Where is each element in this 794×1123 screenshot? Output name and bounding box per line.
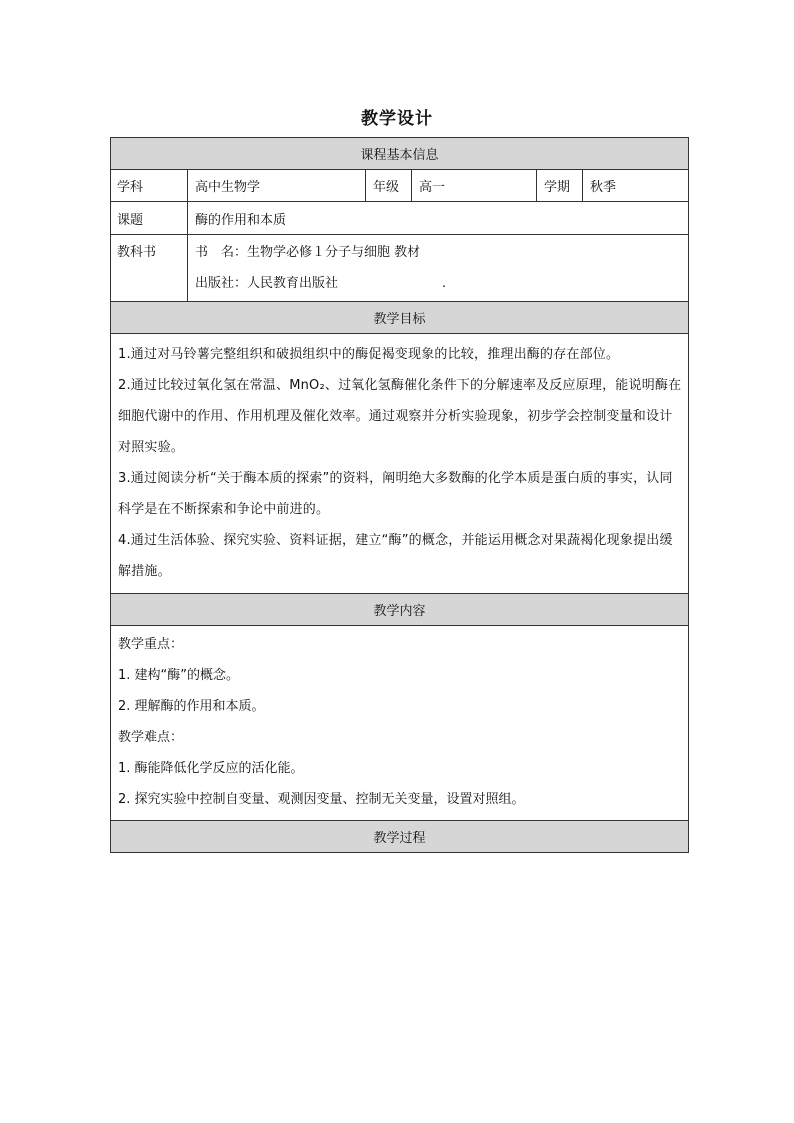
publisher-value: 人民教育出版社 (247, 276, 339, 291)
subject-label: 学科 (111, 170, 188, 202)
term-value: 秋季 (583, 170, 689, 202)
textbook-row (111, 235, 689, 302)
objective-item-1: 1.通过对马铃薯完整组织和破损组织中的酶促褐变现象的比较，推理出酶的存在部位。 (118, 347, 620, 362)
topic-row (111, 202, 689, 235)
process-header: 教学过程 (111, 821, 689, 853)
content-header-row (111, 594, 689, 626)
document-title: 教学设计 (361, 109, 433, 129)
topic-label: 课题 (111, 202, 188, 235)
basic-info-header-row (111, 138, 689, 170)
objectives-header: 教学目标 (111, 302, 689, 334)
content-body (111, 626, 689, 821)
content-header: 教学内容 (111, 594, 689, 626)
publisher-label: 出版社： (195, 276, 248, 291)
content-row (111, 626, 689, 821)
process-header-row (111, 821, 689, 853)
grade-label: 年级 (366, 170, 412, 202)
objectives-header-row (111, 302, 689, 334)
difficult-point-item: 1. 酶能降低化学反应的活化能。 (118, 761, 304, 776)
key-point-item: 1. 建构“酶”的概念。 (118, 668, 240, 683)
textbook-name-label: 书 名： (195, 245, 248, 260)
term-label: 学期 (537, 170, 583, 202)
topic-value: 酶的作用和本质 (188, 202, 689, 235)
difficult-point-item: 2. 探究实验中控制自变量、观测因变量、控制无关变量，设置对照组。 (118, 792, 525, 807)
textbook-info (188, 235, 689, 302)
textbook-label: 教科书 (111, 235, 188, 302)
difficult-points-label: 教学难点： (118, 730, 184, 745)
objective-item-4: 4.通过生活体验、探究实验、资料证据，建立“酶”的概念，并能运用概念对果蔬褐化现象提出缓解措施。 (118, 533, 673, 579)
objectives-row (111, 334, 689, 594)
grade-value: 高一 (412, 170, 537, 202)
textbook-name-line (195, 237, 681, 268)
subject-value: 高中生物学 (188, 170, 366, 202)
key-point-item: 2. 理解酶的作用和本质。 (118, 699, 265, 714)
objectives-list (111, 334, 689, 594)
objective-item-3: 3.通过阅读分析“关于酶本质的探索”的资料，阐明绝大多数酶的化学本质是蛋白质的事实，认同科学是在不断探索和争论中前进的。 (118, 471, 673, 517)
key-points-label: 教学重点： (118, 637, 184, 652)
basic-info-header: 课程基本信息 (111, 138, 689, 170)
subject-row (111, 170, 689, 202)
objective-item-2: 2.通过比较过氧化氢在常温、MnO₂、过氧化氢酶催化条件下的分解速率及反应原理，能说明酶在细胞代谢中的作用、作用机理及催化效率。通过观察并分析实验现象，初步学会控制变量和设计对照实验。 (118, 378, 682, 455)
lesson-plan-table (110, 137, 689, 853)
publisher-line (195, 268, 681, 299)
textbook-name-value: 生物学必修１分子与细胞 教材 (247, 245, 421, 260)
publisher-trailing-dot: . (442, 276, 447, 291)
